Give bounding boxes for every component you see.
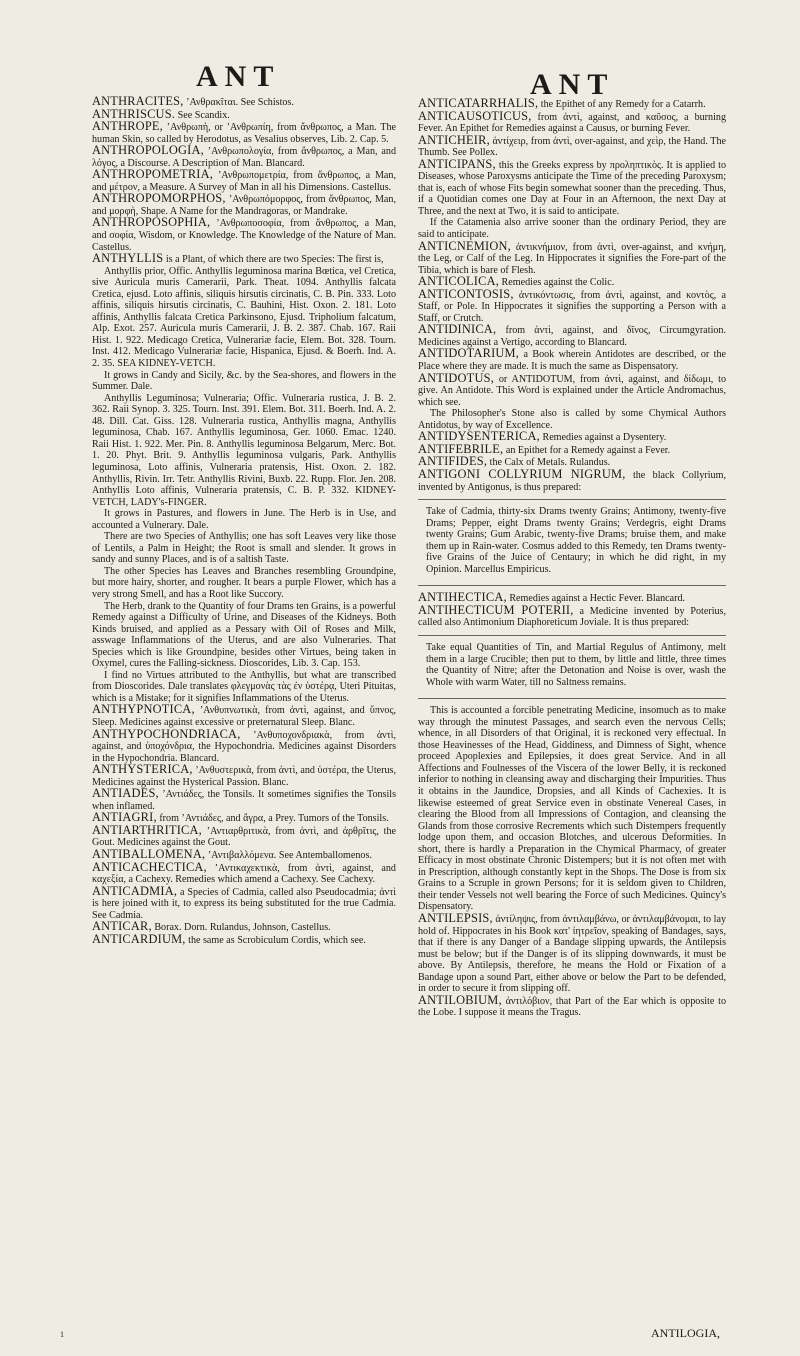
entry-text: a Medicine invented by Poterius, called also Antimonium Diaphoreticum Joviale. It is thus prepared: — [418, 605, 727, 629]
entry-text: There are two Species of Anthyllis; one has soft Leaves very like those of Lentils, a Palm in Height; the Root is small and slender. It grows in sandy and sunny Places, and is of a saltish Taste. — [92, 531, 396, 566]
entry-text: ἀντίχειρ, from ἀντὶ, over-against, and χεὶρ, the Hand. The Thumb. See Pollex. — [418, 135, 726, 159]
headword: ANTIDYSENTERICA, — [418, 429, 540, 444]
entry-text: See Scandix. — [177, 109, 230, 121]
headword: ANTICOLICA, — [418, 274, 500, 289]
dictionary-entry — [92, 121, 396, 145]
entry-text: ʼΑντιάδες, the Tonsils. It sometimes signifies the Tonsils when inflamed. — [92, 789, 396, 812]
headword: ANTICARDIUM, — [92, 931, 186, 946]
headword: ANTILEPSIS, — [418, 911, 493, 925]
headword: ANTHROPOMETRIA, — [92, 167, 214, 182]
entry-text: Remedies against a Dysentery. — [542, 432, 667, 444]
entry-text: the black Collyrium, invented by Antigonus, is thus prepared: — [418, 469, 726, 493]
dictionary-entry — [92, 193, 396, 217]
dictionary-entry — [92, 217, 396, 253]
entry-text: The other Species has Leaves and Branches resembling Groundpine, but more hairy, shorter, and rougher. It bears a purple Flower, which has a very strong Smell, and has a Root like Succory. — [92, 565, 396, 600]
entry-paragraph — [418, 705, 726, 913]
dictionary-entry — [92, 788, 396, 812]
entry-text: Remedies against a Hectic Fever. Blancard. — [509, 593, 686, 605]
dictionary-entry — [92, 822, 396, 849]
entry-paragraph — [92, 508, 396, 531]
entry-text: ʼΑνθρωπομετρία, from ἄνθρωπος, a Man, and μέτρον, a Measure. A Survey of Man in all his Dimensions. Castellus. — [92, 170, 396, 193]
headword: ANTHYLLIS — [92, 251, 164, 266]
recipe-block: Take equal Quantities of Tin, and Martial Regulus of Antimony, melt them in a large Crucible; then put to them, by little and little, three times the Quantity of Nitre; after the Detonation and Noise is over, wash the Whole with warm Water, till no Saltness remains. — [418, 635, 726, 699]
headword: ANTICATARRHALIS, — [418, 96, 539, 110]
dictionary-entry — [418, 286, 726, 325]
headword: ANTIDINICA, — [418, 322, 497, 337]
entry-text: ʼΑνθρακῖται. See Schistos. — [186, 97, 294, 108]
dictionary-entry — [92, 883, 396, 922]
headword: ANTHRACITES, — [92, 94, 184, 108]
headword: ANTICONTOSIS, — [418, 286, 514, 301]
entry-text: If the Catamenia also arrive sooner than the ordinary Period, they are said to anticipate. — [418, 217, 726, 241]
entry-text: ʼΑντιαρθριτικὰ, from ἀντὶ, and ἀρθρῖτις, the Gout. Medicines against the Gout. — [92, 825, 396, 849]
entry-text: The Philosopher's Stone also is called by some Chymical Authors Antidotus, by way of Excellence. — [418, 408, 726, 431]
entry-text: ʼΑνθυστερικὰ, from ἀντὶ, and ὑστέρα, the Uterus, Medicines against the Hysterical Passion. Blanc. — [92, 765, 396, 788]
dictionary-entry — [418, 602, 727, 629]
entry-text: an Epithet for a Remedy against a Fever. — [505, 444, 671, 456]
headword: ANTHROPOMORPHOS, — [92, 191, 226, 206]
entry-text: the same as Scrobiculum Cordis, which see. — [188, 934, 366, 946]
headword: ANTIHECTICUM POTERII, — [418, 602, 574, 617]
entry-text: Remedies against the Colic. — [501, 277, 615, 289]
dictionary-entry — [92, 859, 396, 886]
entry-text: this the Greeks express by προληπτικὸς. It is applied to Diseases, whose Paroxysms anticipate the Time of the preceding Paroxysm; that is, each of whose Fits begin somewhat sooner than the preceding. Thus, if a Quotidian comes one Day at Four in an Afternoon, the next Day at Three, and the next at Two, it is said to anticipate. — [418, 159, 726, 217]
entry-text: Borax. Dorn. Rulandus, Johnson, Castellus. — [154, 922, 331, 934]
dictionary-entry — [92, 253, 396, 266]
entry-text: I find no Virtues attributed to the Anthyllis, but what are transcribed from Dioscorides. Dale translates φλεγμονὰς τὰς ἐν ὑστέρᾳ, Uteri Pituitas, which is a Mistake; for it signifies Inflammations of the Uterus. — [92, 669, 396, 704]
dictionary-entry — [418, 108, 726, 135]
headword: ANTICHEIR, — [418, 132, 490, 147]
dictionary-entry — [418, 913, 726, 995]
recipe-block: Take of Cadmia, thirty-six Drams twenty Grains; Antimony, twenty-five Drams; Pepper, eight Drams twenty Grains; Verdegris, eight Drams twenty Grains; Gum Arabic, twenty-five Drams; bruise them, and make them up in Rain-water. Cosmus added to this Remedy, ten Drams twenty-five Grains of the Juice of Centaury; in which he did right, in my Opinion. Marcellus Empiricus. — [418, 499, 726, 586]
entry-text: ʼΑνθυποχονδριακὰ, from ἀντὶ, against, and ὑποχόνδρια, the Hypochondria. Medicines against Disorders in the Hypochondria. Blancard. — [92, 729, 396, 764]
headword: ANTIFEBRILE, — [418, 441, 504, 456]
entry-text: It grows in Pastures, and flowers in June. The Herb is in Use, and accounted a Vulnerary. Dale. — [92, 508, 396, 531]
headword: ANTIBALLOMENA, — [92, 847, 206, 861]
headword: ANTHYPNOTICA, — [92, 702, 195, 717]
headword: ANTIADES, — [92, 786, 159, 801]
entry-text: Anthyllis Leguminosa; Vulneraria; Offic. Vulneraria rustica, J. B. 2. 362. Raii Synop. 3. 325. Tourn. Inst. 391. Elem. Bot. 311. Boerh. Ind. A. 2. 48. Dill. Cat. Giss. 128. Vulneraria rustica, Anthyllis magna, Anthyllis leguminosa, Chab. 167. Anthyllis leguminosa, Ger. 1060. Emac. 1240. Raii Hist. 1. 922. Mer. Pin. 8. Anthyllis leguminosa Belgarum, Merc. Bot. 1. 20. Phyt. Brit. 9. Anthyllis leguminosa vulgaris, Park. Anthyllis leguminosa, Loto affinis, Vulneraria pratensis, Hist. Oxon. 2. 182. Anthyllis, Rivin. Irr. Tetr. Anthyllis Rivini, Buxb. 22. Rupp. Flor. Jen. 208. Anthyllis Loto affinis, Vulneraria pratensis, C. B. P. 332. KIDNEY-VETCH, LADY's-FINGER. — [92, 392, 396, 508]
entry-text: ʼΑνθρωποσοφία, from ἄνθρωπος, a Man, and σοφία, Wisdom, or Knowledge. The Knowledge of the Nature of Man. Castellus. — [92, 218, 397, 253]
entry-paragraph — [92, 266, 396, 370]
entry-text: ἀντικνήμιον, from ἀντὶ, over-against, and κνήμη, the Leg, or Calf of the Leg. In Hippocrates it signifies the Fore-part of the Tibia, which is bare of Flesh. — [418, 241, 727, 276]
entry-text: ʼΑντιβαλλόμενα. See Antemballomenos. — [207, 850, 372, 861]
dictionary-entry — [418, 156, 726, 218]
headword: ANTICADMIA, — [92, 883, 178, 898]
dictionary-entry — [92, 145, 396, 169]
dictionary-entry — [92, 169, 396, 193]
entry-text: from ἀντὶ, against, and καῦσος, a burning Fever. An Epithet for Remedies against a Causus, or burning Fever. — [418, 111, 726, 135]
entry-paragraph — [92, 566, 396, 601]
headword: ANTIDOTARIUM, — [418, 346, 520, 361]
running-head-right: ANT — [530, 68, 615, 101]
entry-text: It grows in Candy and Sicily, &c. by the Sea-shores, and flowers in the Summer. Dale. — [92, 369, 396, 393]
dictionary-entry — [92, 764, 396, 788]
dictionary-entry — [418, 132, 726, 159]
left-column — [92, 96, 396, 946]
entry-paragraph — [92, 601, 396, 670]
entry-text: This is accounted a forcible penetrating Medicine, insomuch as to make way through the minutest Passages, and search even the nervous Cells; whence, in all Disorders of that Original, it is reckoned very effectual. In those Heavinesses of the Head, Giddiness, and Dimness of Sight, whence proceed Apoplexies and Epilepsies, it does great Service. And in all Affections and Foulnesses of the Viscera of the lower Belly, it is reckoned inferior to nothing in cleansing away and discharging their Impurities. Thus it obtains in the Jaundice, Dropsies, and all Kinds of Cachexies. It is likewise esteemed of great Service even in obstinate Venereal Cases, in clearing the Blood from all Impressions of Contagion, and cleansing the Glands from those corrosive Recrements which such Distempers frequently lodge upon them, and occasion Blotches, and ulcerous Deformities. In short, there is hardly a Preparation in the Chymical Pharmacy, of greater Efficacy in most obstinate Chronic Distempers; but it is not often met with in Prescription, although constantly kept in the Shops. The Dose is from six Grains to a Scruple in grown Persons; for it is seldom given to Children, their tender Vessels not well bearing the Force of such Medicines. Quincy's Dispensatory. — [418, 705, 726, 913]
entry-text: ἀντίληψις, from ἀντιλαμβάνω, or ἀντιλαμβάνομαι, to lay hold of. Hippocrates in his Book κατ' ἰητρεῖον, speaking of Bandages, says, that if there is any Danger of a Bandage slipping upwards, the Antilepsis must be below; but if the Danger is of its slipping downwards, it must be above. By Antilepsis, therefore, he means the Hold or Fixation of a Bandage upon a sound Part, either above or below the Part to be defended, in order to secure it from slipping off. — [418, 914, 726, 995]
right-column — [418, 98, 726, 1019]
entry-text: or ANTIDOTUM, from ἀντὶ, against, and δίδωμι, to give. An Antidote. This Word is explained under the Article Andromachus, which see. — [418, 373, 727, 408]
entry-text: ἀντικόντωσις, from ἀντὶ, against, and κοντὸς, a Staff, or Pole. In Hippocrates it signifies the supporting a Person with a Staff, or Crutch. — [418, 289, 726, 324]
dictionary-entry — [418, 370, 727, 409]
headword: ANTIARTHRITICA, — [92, 822, 202, 837]
headword: ANTIAGRI, — [92, 810, 157, 825]
headword: ANTILOBIUM, — [418, 992, 502, 1007]
catchword: ANTILOGIA, — [651, 1326, 720, 1340]
entry-paragraph — [418, 408, 726, 431]
entry-paragraph — [92, 531, 396, 566]
entry-text: a Book wherein Antidotes are described, or the Place where they are made. It is much the same as Dispensatory. — [418, 349, 726, 373]
entry-text: a Species of Cadmia, called also Pseudocadmia; ἀντὶ is here joined with it, to express its being substituted for the true Cadmia. See Cadmia. — [92, 886, 396, 921]
running-head-left: ANT — [196, 60, 281, 93]
entry-paragraph — [92, 370, 396, 393]
entry-text: Anthyllis prior, Offic. Anthyllis leguminosa marina Bœtica, vel Cretica, sive Auricula muris Camerarii, Park. Theat. 1094. Anthyllis falcata Cretica, ejusd. Loto affinis, siliquis hirsutis circinatis, C. B. Pin. 333. Loto affinis, siliquis hirsutis circinatis, C. Bauhini, Hist. Oxon. 2. 181. Loto affinis, Anthyllis falcata Cretica Parkinsono, Ejusd. Tripholium falcatum, Alp. Exot. 257. Auricula muris Camerarii, J. B. 2. 387. Chab. 167. Raii Hist. 1. 922. Medicago Cretica, Vulnerariæ facie, Elem. Bot. 328. Tourn. Inst. 412. Medicago Vulnerariæ facie, Hispanica, Ejusd. & Boerh. Ind. A. 2. 35. SEA KIDNEY-VETCH. — [92, 265, 396, 370]
headword: ANTICIPANS, — [418, 156, 496, 171]
entry-paragraph — [92, 393, 396, 508]
entry-text: the Epithet of any Remedy for a Catarrh. — [540, 99, 706, 110]
folio-mark: 1 — [60, 1330, 64, 1339]
dictionary-entry — [418, 238, 727, 277]
entry-text: ʼΑνθρωπὴ, or ʼΑνθρωπίη, from ἄνθρωπος, a Man. The human Skin, so called by Herodotus, as Vesalius observes, Lib. 2. Cap. 5. — [92, 122, 396, 145]
headword: ANTICACHECTICA, — [92, 859, 207, 874]
entry-text: The Herb, drank to the Quantity of four Drams ten Grains, is a powerful Remedy against a Difficulty of Urine, and Diseases of the Kidneys. Both Kinds bruised, and applied as a Pessary with Oil of Roses and Milk, asswage Inflammations of the Uterus, and are also Vulneraries. That Species which is like Groundpine, besides other Virtues, being taken in Oxymel, cures the Falling-sickness. Dioscorides, Lib. 3. Cap. 153. — [92, 600, 396, 670]
headword: ANTHROPE, — [92, 119, 163, 134]
entry-paragraph — [92, 670, 396, 705]
entry-text: ʼΑνθρωπολογία, from ἄνθρωπος, a Man, and λόγος, a Discourse. A Description of Man. Blancard. — [92, 146, 396, 169]
dictionary-entry — [418, 348, 726, 372]
entry-text: ʼΑνθυπνωτικὰ, from ἀντὶ, against, and ὕπνος, Sleep. Medicines against excessive or preternatural Sleep. Blanc. — [92, 705, 396, 728]
entry-text: is a Plant, of which there are two Species: The first is, — [165, 254, 384, 266]
headword: ANTIHECTICA, — [418, 590, 507, 605]
dictionary-entry — [92, 704, 396, 728]
dictionary-entry — [92, 931, 396, 947]
headword: ANTHRISCUS. — [92, 106, 176, 121]
headword: ANTICAUSOTICUS, — [418, 108, 532, 123]
headword: ANTICAR, — [92, 919, 152, 934]
headword: ANTHROPOSOPHIA, — [92, 215, 211, 230]
headword: ANTHYSTERICA, — [92, 762, 193, 777]
entry-paragraph — [418, 217, 726, 240]
headword: ANTIFIDES, — [418, 454, 488, 469]
headword: ANTHROPOLOGIA, — [92, 143, 204, 158]
entry-text: from ἀντὶ, against, and δῖνος, Circumgyration. Medicines against a Vertigo, according to Blancard. — [418, 325, 726, 348]
dictionary-entry — [418, 324, 726, 348]
dictionary-entry — [418, 992, 726, 1019]
dictionary-entry — [418, 466, 726, 493]
entry-text: the Calx of Metals. Rulandus. — [489, 457, 611, 469]
headword: ANTHYPOCHONDRIACA, — [92, 726, 241, 741]
headword: ANTIGONI COLLYRIUM NIGRUM, — [418, 466, 626, 481]
entry-text: ἀντιλόβιον, that Part of the Ear which is opposite to the Lobe. I suppose it means the Tragus. — [418, 995, 726, 1019]
headword: ANTIDOTUS, — [418, 370, 494, 385]
entry-text: ʼΑντικαχεκτικὰ, from ἀντὶ, against, and καχεξία, a Cachexy. Remedies which amend a Cachexy. See Cachexy. — [92, 862, 396, 886]
dictionary-entry — [92, 726, 396, 765]
entry-text: from ʼΑντιάδες, and ἄγρα, a Prey. Tumors of the Tonsils. — [159, 813, 389, 825]
headword: ANTICNEMION, — [418, 238, 511, 253]
entry-text: ʼΑνθρωπόμορφος, from ἄνθρωπος, Man, and μορφὴ, Shape. A Name for the Mandragoras, or Mandrake. — [92, 194, 396, 217]
